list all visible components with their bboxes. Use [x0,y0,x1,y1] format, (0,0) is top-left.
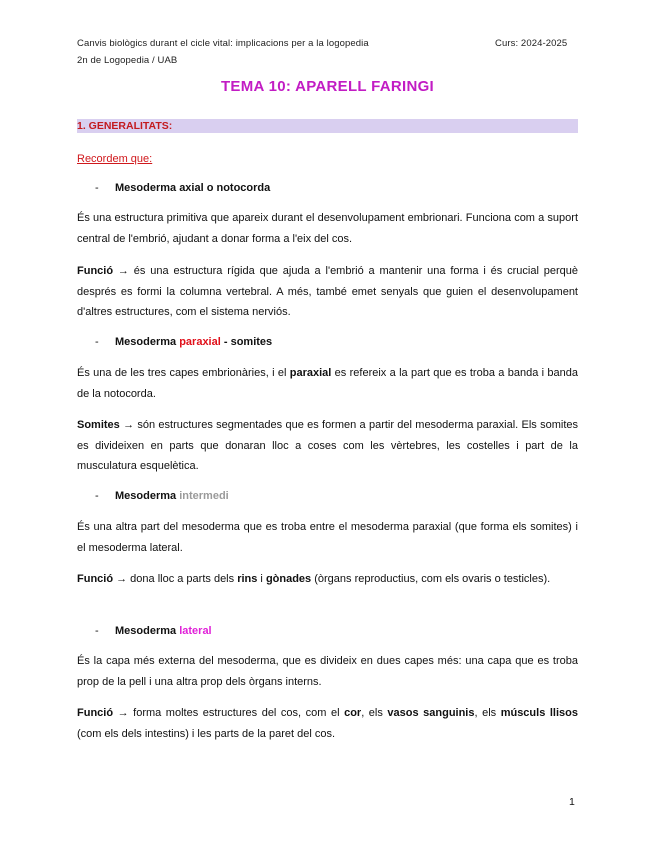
bold-term: Funció [77,265,114,277]
paragraph-text: És la capa més externa del mesoderma, que es divideix en dues capes més: una capa que es troba prop de la pell i una altra prop dels òrgans interns. [77,655,578,688]
bold-term: cor [344,707,362,719]
bullet-lateral-label: Mesoderma [115,625,180,637]
paragraph-text: , els [361,707,388,719]
bold-term: rins [237,573,258,585]
paragraph-lateral-function [77,703,578,744]
paragraph-text: És una altra part del mesoderma que es troba entre el mesoderma paraxial (que forma els somites) i el mesoderma lateral. [77,521,578,554]
paragraph-text: És una estructura primitiva que apareix durant el desenvolupament embrionari. Funciona com a suport central de l'embrió, ajudant a donar forma a l'eix del cos. [77,212,578,245]
bullet-lateral [95,625,212,637]
bold-term: Funció [77,707,114,719]
paragraph-paraxial-desc [77,363,578,404]
paragraph-text: → forma moltes estructures del cos, com el [113,707,345,719]
bullet-lateral-colored: lateral [179,625,212,637]
header-program: 2n de Logopedia / UAB [77,55,178,66]
bold-term: vasos sanguinis [387,707,475,719]
paragraph-text: (òrgans reproductius, com els ovaris o testicles). [311,573,551,585]
bullet-paraxial-colored: paraxial [179,336,221,348]
header-course-title: Canvis biològics durant el cicle vital: implicacions per a la logopedia [77,38,369,49]
paragraph-text: → és una estructura rígida que ajuda a l'embrió a mantenir una forma i és crucial perquè després es formi la columna vertebral. A més, també emet senyals que guien el desenvolupament d'altres estructures, com el sistema nerviós. [77,265,578,318]
bold-term: Funció [77,573,114,585]
bullet-dash: - [95,625,99,637]
bullet-axial [95,182,270,194]
bold-term: Somites [77,419,120,431]
bullet-dash: - [95,182,99,194]
paragraph-intermedi-desc [77,517,578,558]
paragraph-text: , els [474,707,501,719]
paragraph-lateral-desc [77,651,578,692]
page-number: 1 [569,796,575,808]
paragraph-text: És una de les tres capes embrionàries, i el [77,367,290,379]
paragraph-text: es refereix a la part que es troba a banda i banda de la notocorda. [77,367,578,400]
section-title: 1. GENERALITATS: [77,120,173,132]
paragraph-text: i [257,573,266,585]
bullet-paraxial-label-1: Mesoderma [115,336,180,348]
paragraph-text: → són estructures segmentades que es formen a partir del mesoderma paraxial. Els somites es divideixen en parts que donaran lloc a coses com les vèrtebres, les costelles i part de la musculatura esquelètica. [77,419,578,472]
paragraph-text: → dona lloc a parts dels [113,573,238,585]
paragraph-intermedi-function [77,569,578,590]
bold-term: paraxial [289,367,332,379]
bullet-dash: - [95,336,99,348]
bullet-intermedi-colored: intermedi [179,490,229,502]
paragraph-axial-desc [77,208,578,249]
paragraph-axial-function [77,261,578,323]
header-course-year: Curs: 2024-2025 [495,38,568,49]
bullet-paraxial [95,336,272,348]
page-title: TEMA 10: APARELL FARINGI [220,78,435,95]
bold-term: músculs llisos [500,707,578,719]
paragraph-somites [77,415,578,477]
recordem-heading: Recordem que: [77,153,153,165]
bullet-dash: - [95,490,99,502]
bullet-paraxial-label-2: - somites [220,336,273,348]
bullet-intermedi [95,490,229,502]
bold-term: gònades [265,573,312,585]
paragraph-text: (com els dels intestins) i les parts de la paret del cos. [77,727,336,740]
bullet-axial-label: Mesoderma axial o notocorda [115,182,271,194]
bullet-intermedi-label: Mesoderma [115,490,180,502]
